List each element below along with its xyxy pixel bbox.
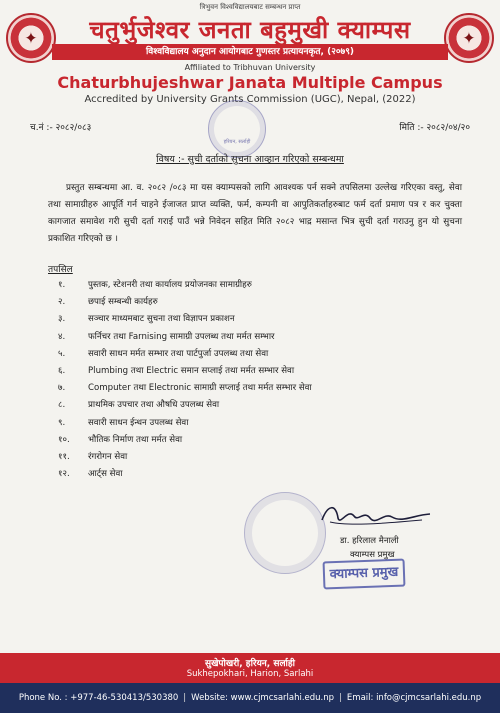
footer-address-np: सुखेपोखरी, हरियन, सर्लाही [204,659,295,669]
reference-number: च.नं :- २०८२/०८३ [30,123,92,133]
list-item [58,381,438,398]
item-text: Computer तथा Electronic सामाग्री सप्लाई तथा मर्मत सम्भार सेवा [88,383,312,394]
emblem-icon: ✦ [462,28,476,48]
notice-body: प्रस्तुत सम्बन्धमा आ. व. २०८२ /०८३ मा यस क्याम्पसको लागि आवश्यक पर्न सक्ने तपसिलमा उल्लेख गरिएका वस्तु, सेवा तथा सामाग्रीहरु आपूर्ति गर्न चाहने ईजाजत प्राप्त व्यक्ति, फर्म, कम्पनी वा आपुतिकर्ताहरुबाट फर्म दर्ता प्रमाण पत्र र कर चुक्ता कागजात समावेश गरी सुची दर्ता गराई पाउँ भन्ने निवेदन सहित मिति २०८२ भाद्र मसान्त भित्र सुची दर्ता गराउनु हुन यो सुचना प्रकाशित गरिएको छ । [48,183,462,244]
item-number: ५. [58,348,66,359]
footer-phone: Phone No. : +977-46-530413/530380 [18,693,179,703]
item-text: सवारी साधन मर्मत सम्भार तथा पार्टपुर्जा उपलब्ध तथा सेवा [88,348,269,359]
item-text: छपाई सम्बन्धी कार्यहरु [88,297,158,308]
official-seal-top [208,100,266,158]
item-number: ३. [58,314,66,325]
campus-logo-left [6,13,56,63]
emblem-icon: ✦ [24,28,38,48]
item-number: ७. [58,383,66,394]
designation-stamp: क्याम्पस प्रमुख [323,559,406,590]
footer-address-en: Sukhepokhari, Harion, Sarlahi [186,669,314,679]
item-text: रंगरोगन सेवा [88,451,128,462]
item-text: सञ्चार माध्यमबाट सुचना तथा विज्ञापन प्रकाशन [88,314,235,325]
item-number: ११. [58,451,70,462]
campus-name-english: Chaturbhujeshwar Janata Multiple Campus [57,73,443,92]
affiliation-line-np: त्रिभुवन विश्वविद्यालयबाट सम्बन्धन प्राप्त [199,3,301,11]
accreditation-band-np: विश्वविद्यालय अनुदान आयोगबाट गुणस्तर प्रत्यायनकृत, (२०७९) [52,44,448,60]
list-item [58,347,438,364]
signature [318,500,434,532]
item-number: १२. [58,469,70,480]
footer-contact-band [0,683,500,713]
list-item [58,312,438,329]
signatory-name: डा. हरिलाल मैनाली [340,536,399,546]
item-text: भौतिक निर्माण तथा मर्मत सेवा [88,434,183,445]
footer-website[interactable]: Website: www.cjmcsarlahi.edu.np [191,693,335,703]
seal-text: हरियन, सर्लाही [223,139,251,145]
list-item [58,433,438,450]
official-seal-bottom [244,492,326,574]
accreditation-line: Accredited by University Grants Commission (UGC), Nepal, (2022) [84,94,416,105]
list-item [58,278,438,295]
list-item [58,416,438,433]
item-number: ८. [58,400,66,411]
list-item [58,364,438,381]
item-text: Plumbing तथा Electric समान सप्लाई तथा मर्मत सम्भार सेवा [88,365,295,376]
list-item [58,295,438,312]
footer-address-band [0,653,500,683]
campus-logo-right [444,13,494,63]
service-list [58,278,438,484]
list-item [58,330,438,347]
item-text: सवारी साधन ईन्धन उपलब्ध सेवा [88,417,189,428]
affiliation-line: Affiliated to Tribhuvan University [184,63,316,72]
item-text: पुस्तक, स्टेशनरी तथा कार्यालय प्रयोजनका सामाग्रीहरु [88,280,252,290]
campus-name-nepali: चतुर्भुजेश्वर जनता बहुमुखी क्याम्पस [89,16,411,44]
letterhead [0,0,500,116]
item-number: ६. [58,365,66,376]
list-heading: तपसिल [48,265,73,275]
item-text: आर्ट्स सेवा [88,469,123,480]
item-number: १०. [58,434,70,445]
list-item [58,467,438,484]
item-number: ४. [58,331,66,342]
footer-separator: | [339,693,342,703]
list-item [58,450,438,467]
item-number: ९. [58,417,66,428]
item-text: फर्निचर तथा Farnising सामाग्री उपलब्ध तथा मर्मत सम्भार [88,331,275,342]
footer-email[interactable]: Email: info@cjmcsarlahi.edu.np [346,693,482,703]
list-item [58,398,438,415]
item-number: १. [58,280,66,290]
item-number: २. [58,297,66,308]
item-text: प्राथमिक उपचार तथा औषधि उपलब्ध सेवा [88,400,220,411]
subject-line: विषय :- सुची दर्ताको सुचना आव्हान गरिएको सम्बन्धमा [156,154,344,165]
notice-date: मिति :- २०८२/०४/२० [399,123,470,133]
footer-separator: | [183,693,187,703]
signatory-title: क्याम्पस प्रमुख [350,550,395,560]
